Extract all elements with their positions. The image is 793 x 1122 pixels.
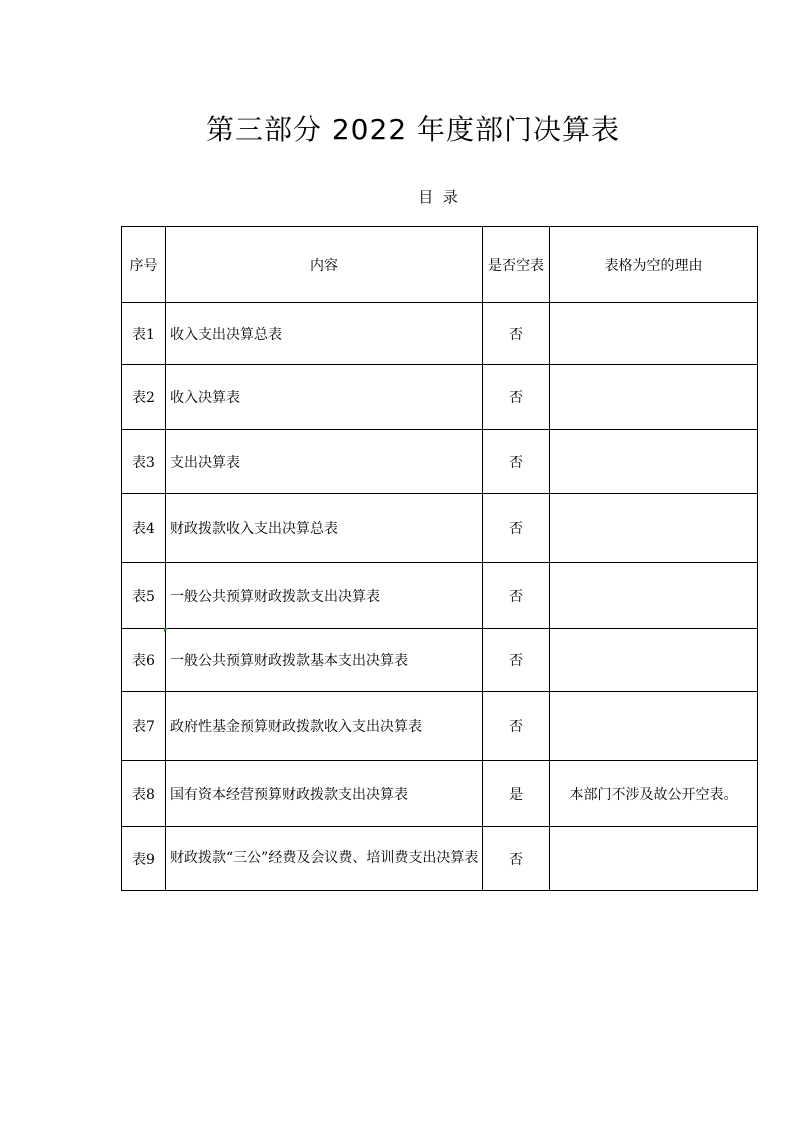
page-title: 第三部分 2022 年度部门决算表	[205, 113, 621, 146]
row-reason	[550, 365, 758, 430]
row-content: 收入决算表	[166, 365, 483, 430]
catalog-subtitle: 目 录	[418, 188, 458, 206]
header-reason: 表格为空的理由	[550, 227, 758, 303]
table-row	[122, 365, 758, 430]
row-seq: 表3	[122, 430, 166, 494]
row-content: 支出决算表	[166, 430, 483, 494]
row-is-empty: 否	[483, 303, 550, 365]
table-row	[122, 692, 758, 761]
row-seq: 表7	[122, 692, 166, 761]
row-content: 国有资本经营预算财政拨款支出决算表	[166, 761, 483, 827]
row-is-empty: 否	[483, 430, 550, 494]
row-seq: 表8	[122, 761, 166, 827]
row-seq: 表5	[122, 563, 166, 629]
row-seq: 表6	[122, 629, 166, 692]
row-seq: 表9	[122, 827, 166, 891]
table-row	[122, 761, 758, 827]
row-content	[166, 827, 483, 891]
row-is-empty: 否	[483, 692, 550, 761]
row-reason: 本部门不涉及故公开空表。	[550, 761, 758, 827]
row-reason	[550, 494, 758, 563]
row-is-empty: 否	[483, 629, 550, 692]
header-is-empty: 是否空表	[483, 227, 550, 303]
table-row	[122, 563, 758, 629]
table-row	[122, 494, 758, 563]
header-content: 内容	[166, 227, 483, 303]
row-content-text: 财政拨款“三公”经费及会议费、培训费支出决算表	[170, 850, 479, 866]
row-reason	[550, 629, 758, 692]
row-reason	[550, 692, 758, 761]
row-is-empty: 否	[483, 827, 550, 891]
row-reason	[550, 430, 758, 494]
row-content: 收入支出决算总表	[166, 303, 483, 365]
row-is-empty: 是	[483, 761, 550, 827]
table-row	[122, 303, 758, 365]
table-header-row	[122, 227, 758, 303]
row-content: 财政拨款收入支出决算总表	[166, 494, 483, 563]
table-row	[122, 430, 758, 494]
table-row	[122, 629, 758, 692]
row-content: 一般公共预算财政拨款基本支出决算表	[166, 629, 483, 692]
catalog-table	[121, 226, 758, 891]
row-reason	[550, 827, 758, 891]
row-content: 一般公共预算财政拨款支出决算表	[166, 563, 483, 629]
row-seq: 表1	[122, 303, 166, 365]
row-is-empty: 否	[483, 494, 550, 563]
row-content: 政府性基金预算财政拨款收入支出决算表	[166, 692, 483, 761]
header-seq: 序号	[122, 227, 166, 303]
row-seq: 表2	[122, 365, 166, 430]
row-reason	[550, 563, 758, 629]
row-is-empty: 否	[483, 563, 550, 629]
table-row	[122, 827, 758, 891]
row-reason	[550, 303, 758, 365]
row-is-empty: 否	[483, 365, 550, 430]
row-seq: 表4	[122, 494, 166, 563]
cell-comment-marker	[164, 628, 168, 632]
